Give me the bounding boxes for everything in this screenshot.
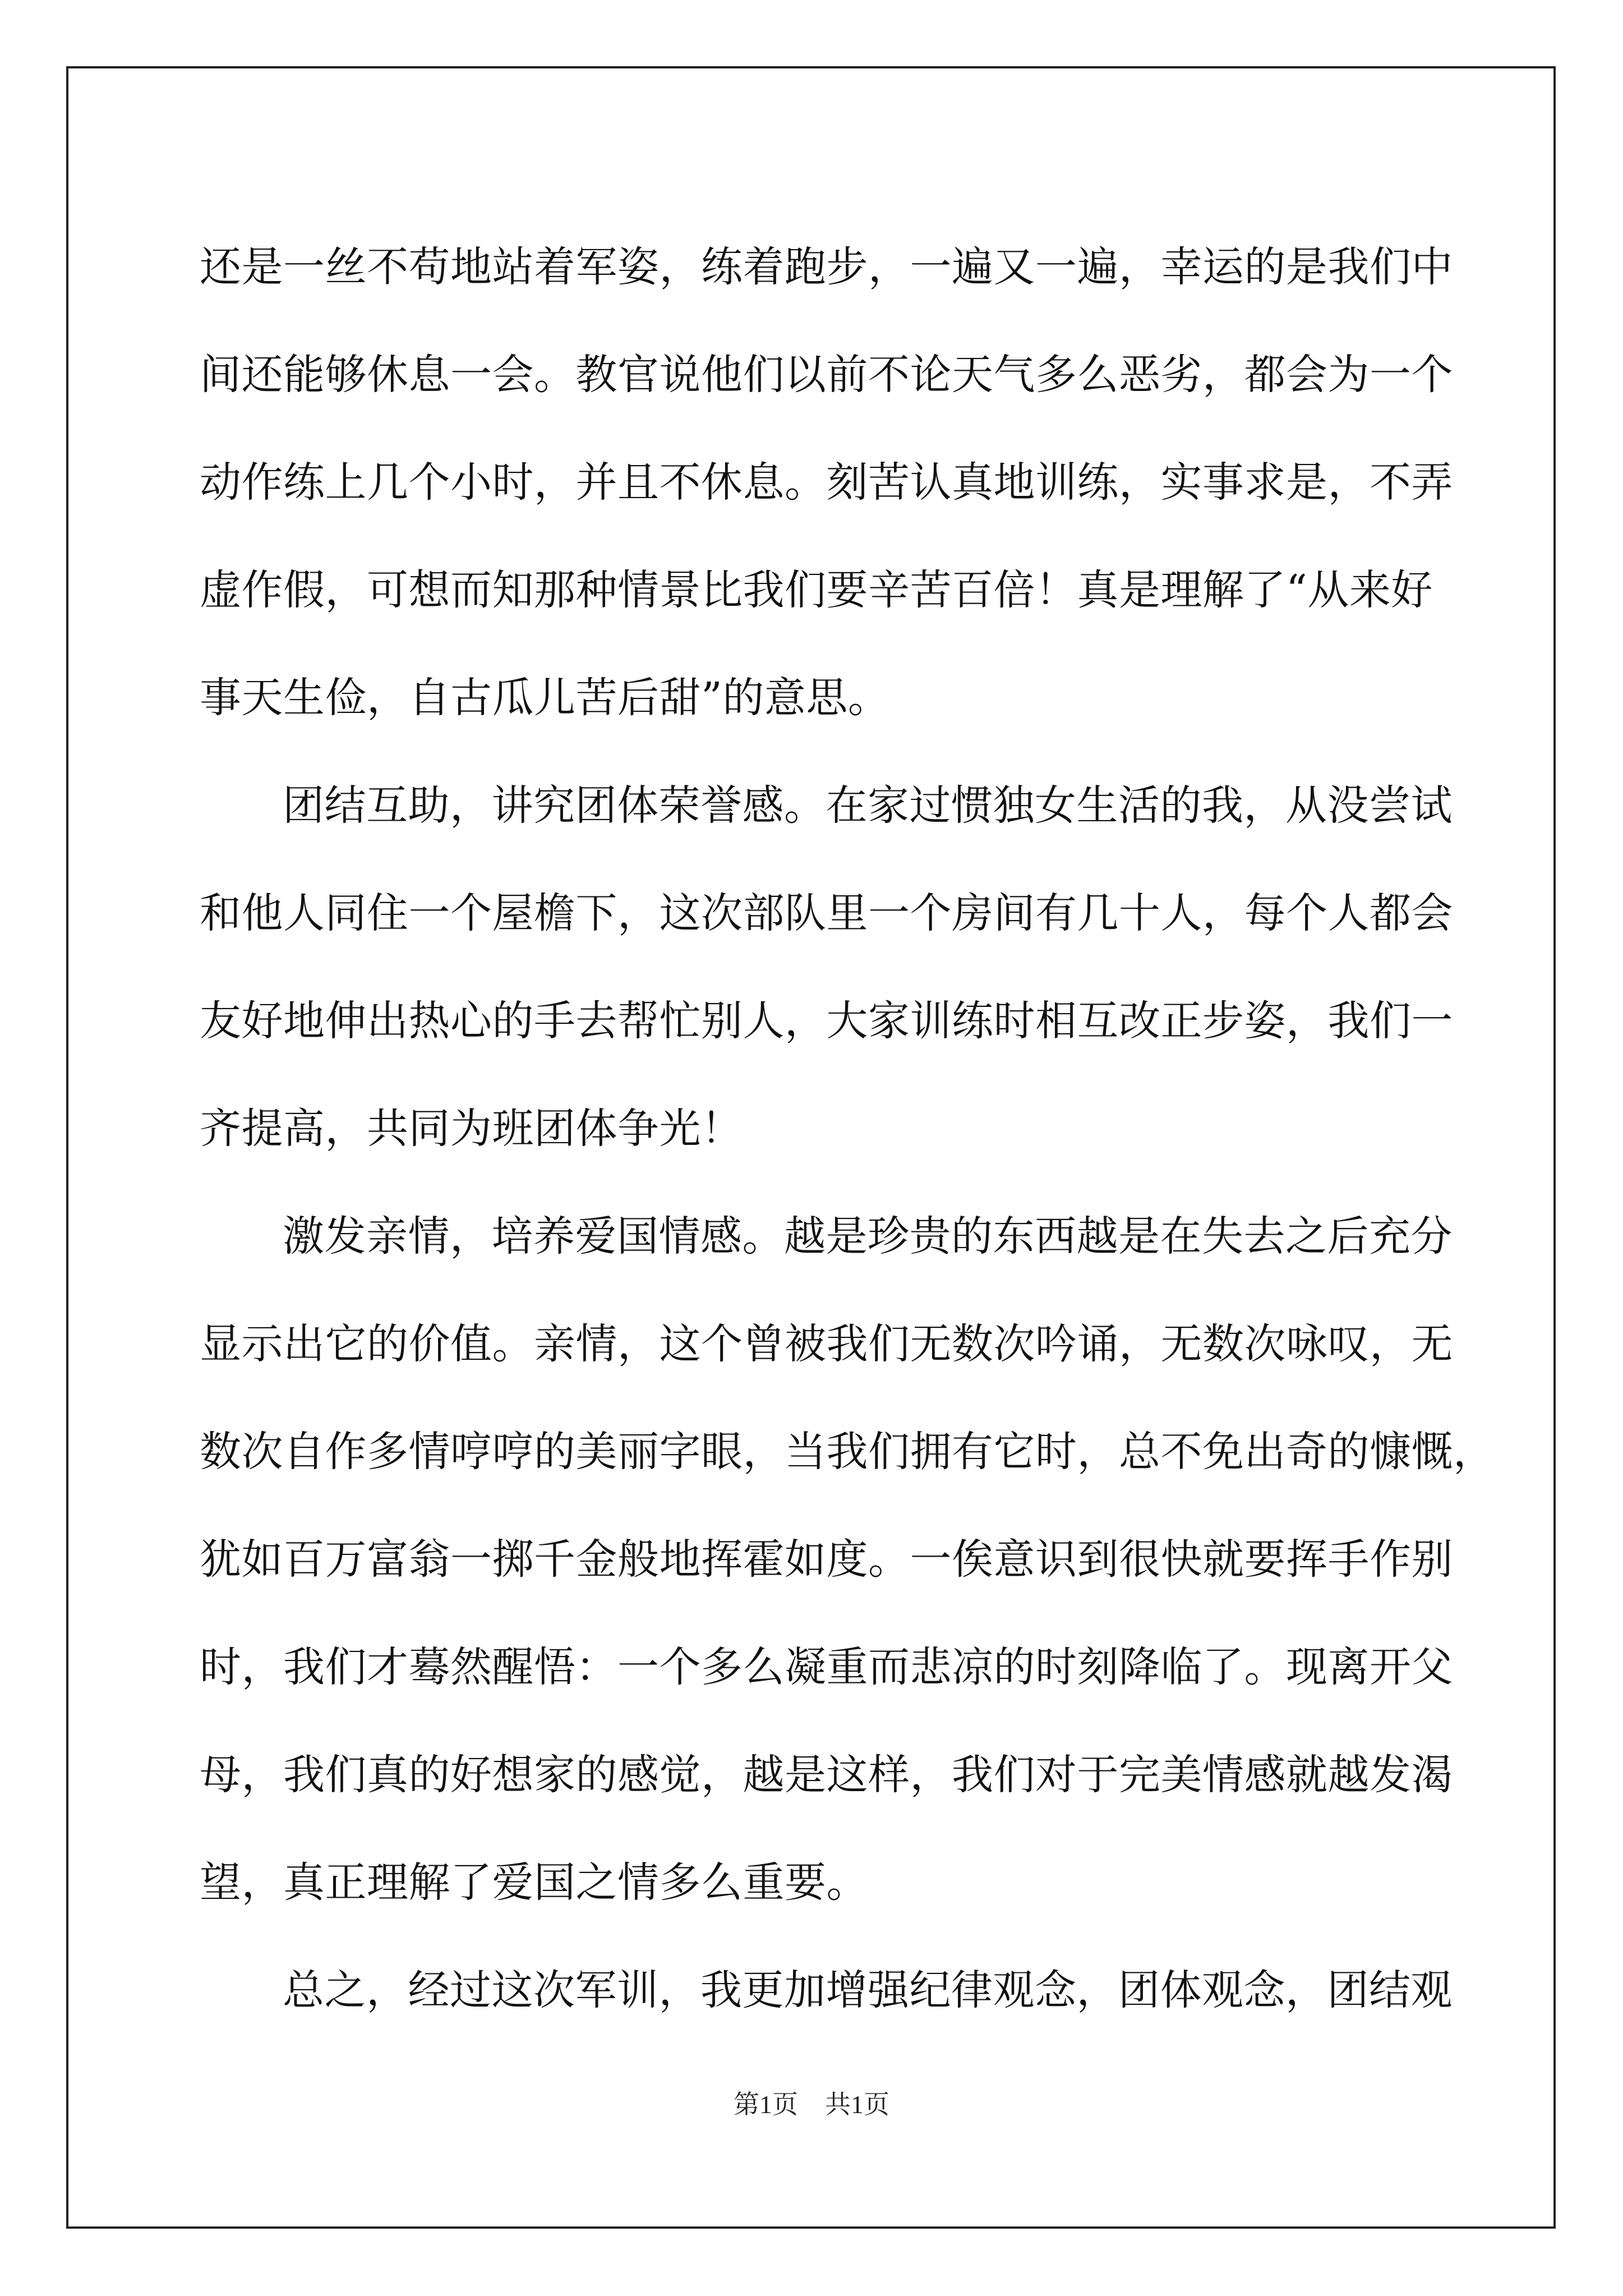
paragraph-first-line: 激发亲情，培养爱国情感。越是珍贵的东西越是在失去之后充分 xyxy=(283,1212,1453,1260)
text-line: 事天生俭，自古瓜儿苦后甜”的意思。 xyxy=(200,674,890,722)
text-line: 间还能够休息一会。教官说他们以前不论天气多么恶劣，都会为一个 xyxy=(200,351,1453,399)
text-line: 母，我们真的好想家的感觉，越是这样，我们对于完美情感就越发渴 xyxy=(200,1751,1453,1799)
text-line: 友好地伸出热心的手去帮忙别人，大家训练时相互改正步姿，我们一 xyxy=(200,997,1453,1045)
text-line: 显示出它的价值。亲情，这个曾被我们无数次吟诵，无数次咏叹，无 xyxy=(200,1320,1453,1368)
paragraph-first-line: 总之，经过这次军训，我更加增强纪律观念，团体观念，团结观 xyxy=(283,1966,1453,2014)
text-line: 还是一丝不苟地站着军姿，练着跑步，一遍又一遍，幸运的是我们中 xyxy=(200,243,1453,291)
document-body xyxy=(200,213,1495,2044)
text-line: 望，真正理解了爱国之情多么重要。 xyxy=(200,1858,868,1907)
text-line: 数次自作多情哼哼的美丽字眼，当我们拥有它时，总不免出奇的慷慨， xyxy=(200,1428,1495,1476)
page-number-total: 共1页 xyxy=(825,2090,889,2119)
text-line: 齐提高，共同为班团体争光！ xyxy=(200,1105,743,1153)
paragraph-first-line: 团结互助，讲究团体荣誉感。在家过惯独女生活的我，从没尝试 xyxy=(283,781,1453,830)
page-footer xyxy=(0,2088,1623,2122)
text-line: 和他人同住一个屋檐下，这次部队里一个房间有几十人，每个人都会 xyxy=(200,889,1453,937)
text-line: 虚作假，可想而知那种情景比我们要辛苦百倍！真是理解了“从来好 xyxy=(200,566,1433,614)
text-line: 犹如百万富翁一掷千金般地挥霍如度。一俟意识到很快就要挥手作别 xyxy=(200,1535,1453,1584)
text-line: 时，我们才蓦然醒悟：一个多么凝重而悲凉的时刻降临了。现离开父 xyxy=(200,1643,1453,1691)
text-line: 动作练上几个小时，并且不休息。刻苦认真地训练，实事求是，不弄 xyxy=(200,458,1453,507)
page-number-current: 第1页 xyxy=(734,2090,798,2119)
